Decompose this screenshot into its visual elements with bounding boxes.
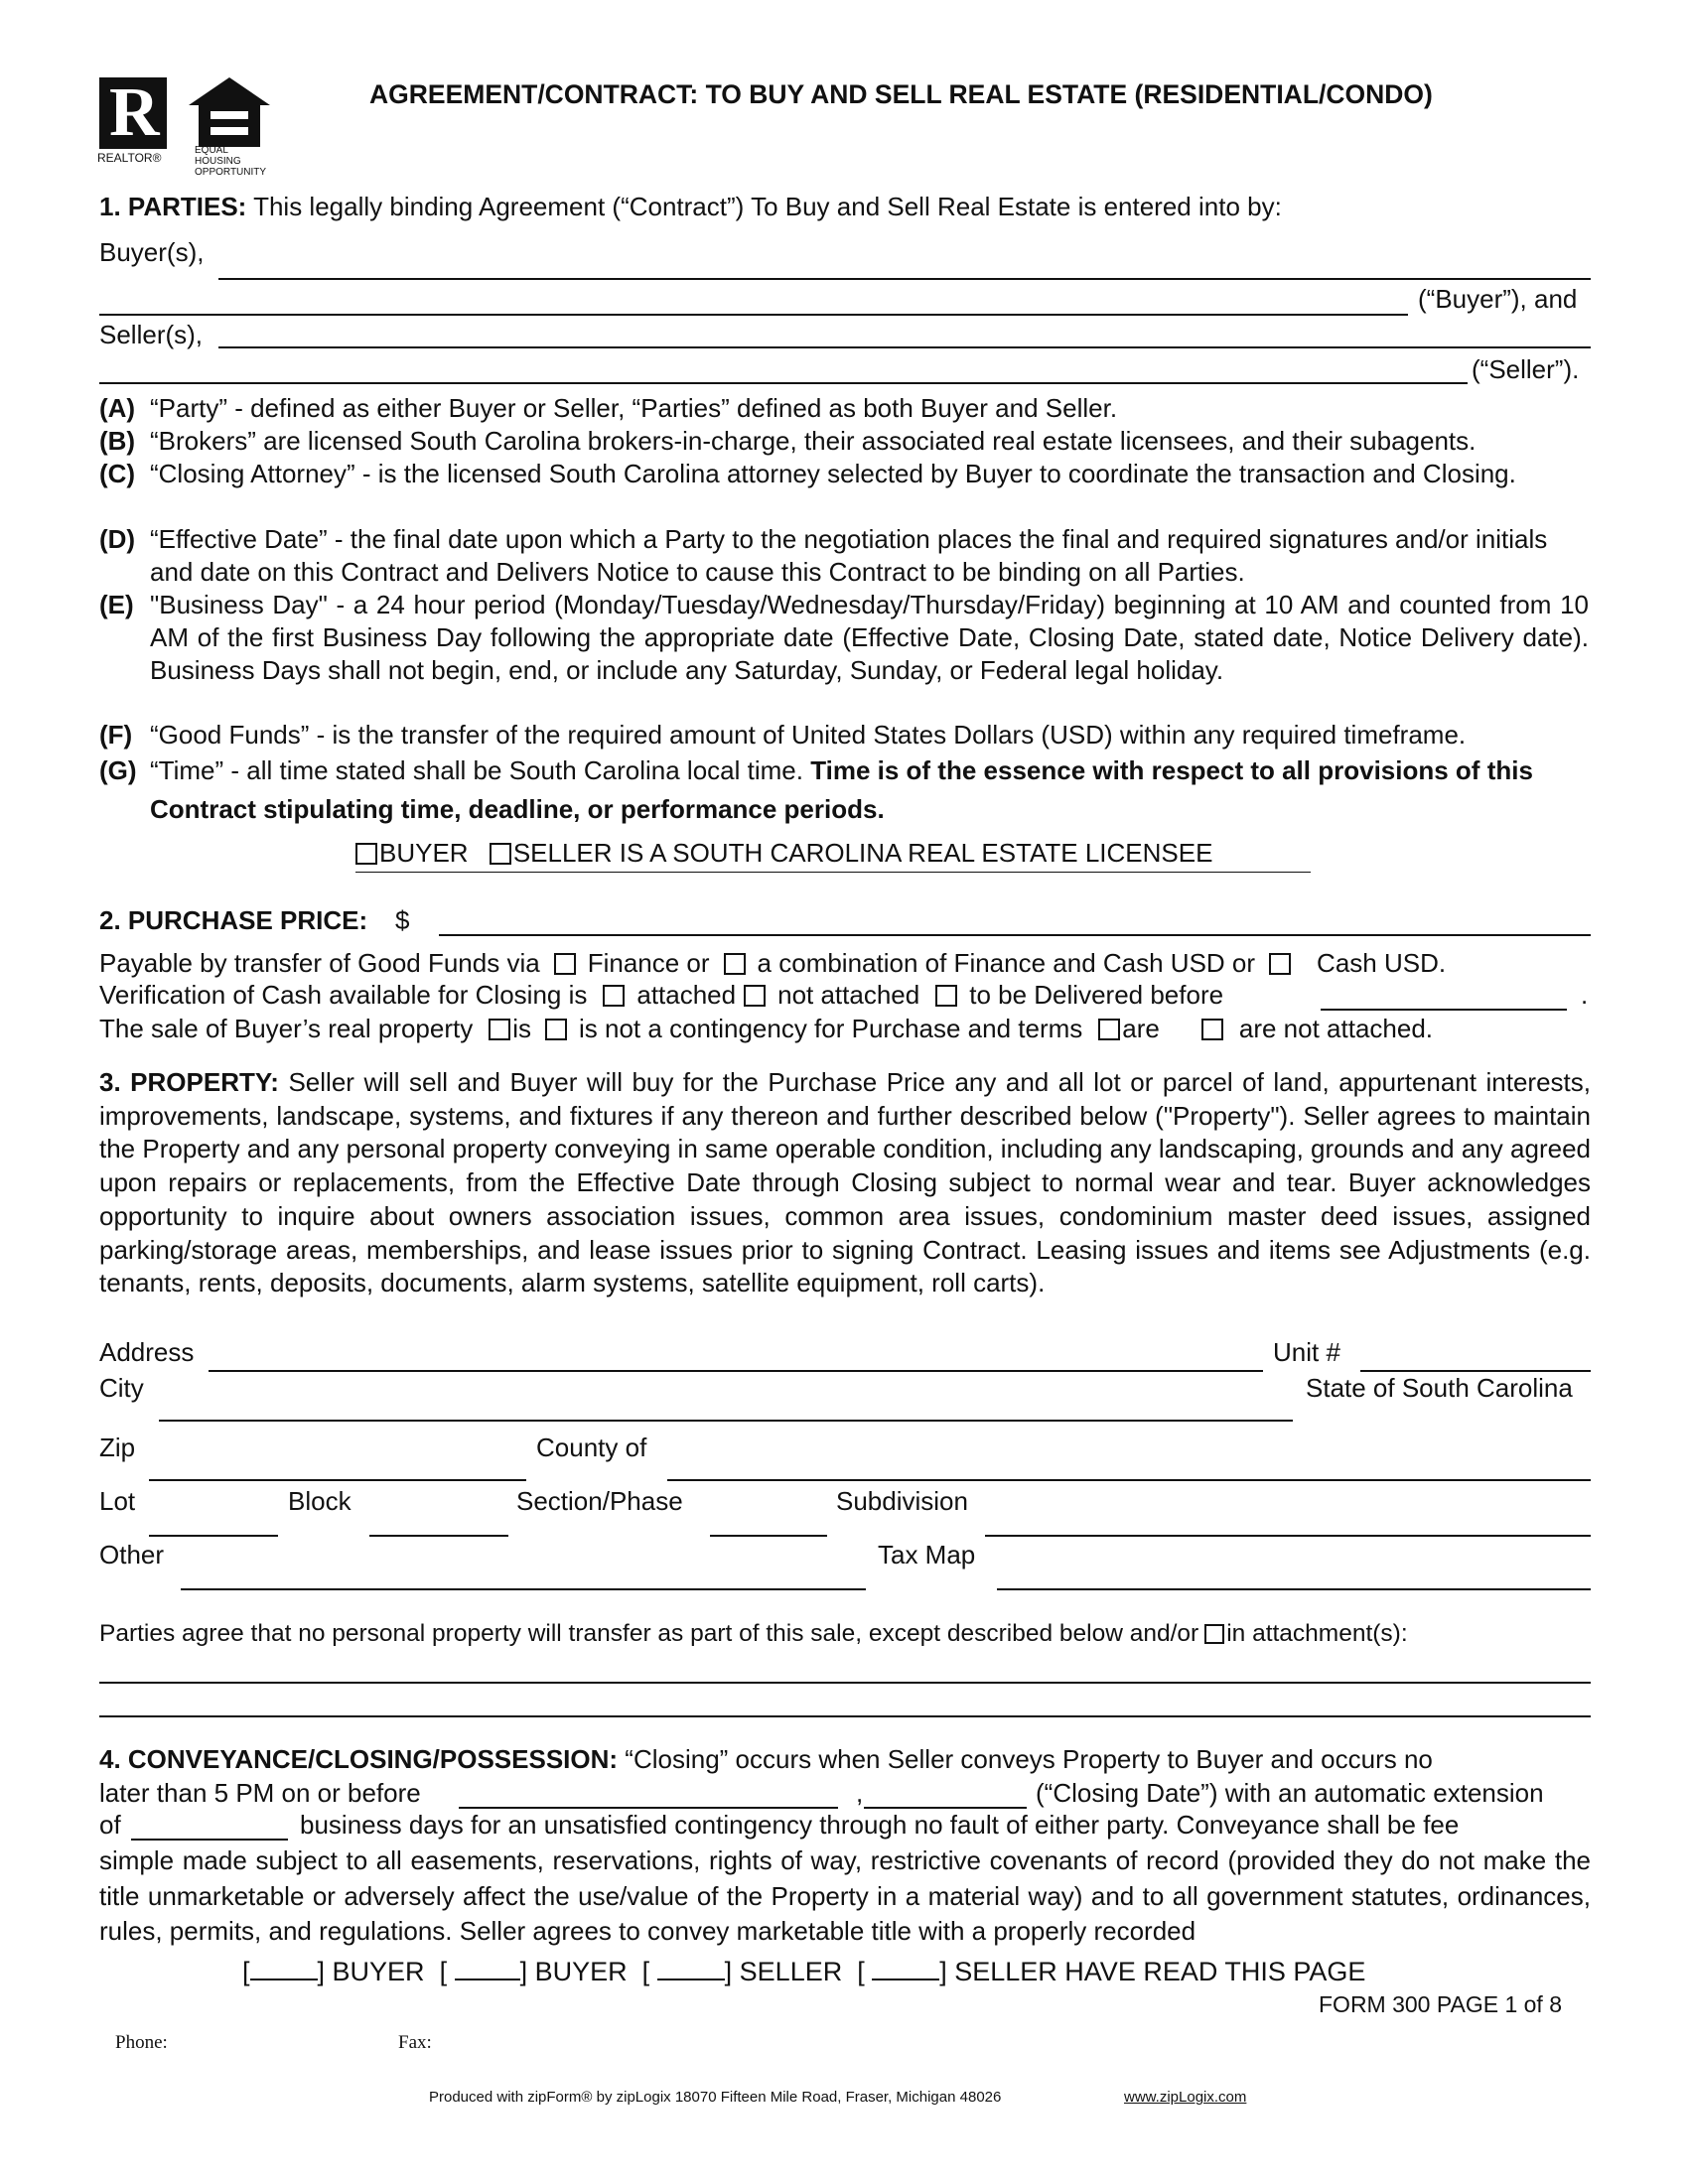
cash-verification-line [99,979,1223,1011]
definition-text: “Brokers” are licensed South Carolina brokers-in-charge, their associated real estate licensees, and their subagents. [150,426,1477,456]
realtor-logo: R [99,77,167,149]
contingency-prefix: The sale of Buyer’s real property [99,1014,474,1043]
licensee-seller-label: SELLER IS A SOUTH CAROLINA REAL ESTATE LICENSEE [512,838,1213,868]
licensee-seller-checkbox[interactable] [490,843,511,865]
buyer-initials-2-label: BUYER [534,1957,628,1986]
zip-field[interactable] [149,1479,526,1481]
definition-text: "Business Day" - a 24 hour period (Monday/Tuesday/Wednesday/Thursday/Friday) beginning at 10 AM and counted from 10 AM of the first Business Day following the appropriate date (Effective Date, Closing Date, stated date, Notice Delivery date). Business Days shall not begin, end, or include any Saturday, Sunday, or Federal legal holiday. [150,590,1589,685]
parties-heading: 1. PARTIES: [99,192,247,221]
delivered-before-date-field[interactable] [1321,1009,1567,1011]
definition-a [99,392,1589,425]
fax-label: Fax: [398,2032,432,2053]
phone-label: Phone: [115,2032,168,2053]
lot-field[interactable] [149,1535,278,1537]
is-not-contingency-label: is not a contingency for Purchase and terms [579,1014,1083,1043]
unit-label: Unit # [1273,1337,1340,1367]
definition-label: (A) [99,393,136,423]
definition-text: “Closing Attorney” - is the licensed South Carolina attorney selected by Buyer to coordinate the transaction and Closing. [150,459,1516,488]
seller-name-field-2[interactable] [99,382,1468,384]
delivered-before-checkbox[interactable] [935,985,957,1007]
personal-property-line [99,1618,1408,1650]
other-label: Other [99,1540,165,1570]
delivered-before-label: to be Delivered before [969,980,1224,1010]
block-label: Block [288,1486,352,1516]
finance-cash-label: a combination of Finance and Cash USD or [757,948,1256,978]
lot-label: Lot [99,1486,136,1516]
city-field[interactable] [159,1420,1293,1422]
block-field[interactable] [369,1535,508,1537]
parties-intro: This legally binding Agreement (“Contract”) To Buy and Sell Real Estate is entered into by: [253,192,1282,221]
personal-property-field-2[interactable] [99,1715,1591,1717]
definition-text: “Party” - defined as either Buyer or Seller, “Parties” defined as both Buyer and Seller. [150,393,1118,423]
attached-label: attached [636,980,737,1010]
address-field[interactable] [209,1370,1263,1372]
attached-checkbox[interactable] [603,985,625,1007]
parties-intro-line [99,191,1282,222]
buyer-initials-1-field[interactable] [250,1979,318,1980]
licensee-underline [355,872,1311,873]
licensee-buyer-label: BUYER [379,838,469,868]
definition-label: (C) [99,459,136,488]
definition-f [99,719,1589,751]
finance-label: Finance or [587,948,710,978]
terms-not-attached-checkbox[interactable] [1201,1019,1223,1040]
seller-label: Seller(s), [99,320,204,349]
seller-initials-1-field[interactable] [657,1979,725,1980]
personal-property-text: Parties agree that no personal property will transfer as part of this sale, except described below and/or [99,1620,1199,1647]
extension-days-field[interactable] [131,1839,288,1841]
definition-text: “Good Funds” - is the transfer of the required amount of United States Dollars (USD) within any required timeframe. [150,720,1467,750]
conveyance-line-1 [99,1743,1433,1775]
definition-g-text: “Time” - all time stated shall be South Carolina local time. [150,755,803,785]
ziplogix-link[interactable]: www.zipLogix.com [1124,2089,1247,2106]
seller-initials-2-label: SELLER HAVE READ THIS PAGE [954,1957,1366,1986]
seller-suffix: (“Seller”). [1472,354,1580,384]
definition-e [99,589,1589,687]
definition-label: (D) [99,524,136,554]
buyer-initials-2-field[interactable] [455,1979,520,1980]
definition-text [150,751,1589,829]
not-attached-checkbox[interactable] [744,985,766,1007]
tax-map-field[interactable] [997,1588,1591,1590]
tax-map-label: Tax Map [878,1540,976,1570]
time-essence-clause: Time is of the essence with respect to all provisions of this Contract stipulating time, deadline, or performance periods. [150,755,1533,824]
page-title: AGREEMENT/CONTRACT: TO BUY AND SELL REAL ESTATE (RESIDENTIAL/CONDO) [369,79,1433,109]
seller-name-field-1[interactable] [218,346,1591,348]
realtor-logo-text: REALTOR® [97,151,162,165]
terms-attached-label: are [1122,1014,1160,1043]
extension-prefix: of [99,1810,121,1840]
currency-symbol: $ [395,905,410,935]
definition-label: (F) [99,720,133,750]
attachment-text: in attachment(s): [1226,1620,1408,1647]
cash-verification-period: . [1581,980,1589,1010]
definition-c [99,458,1589,490]
closing-date-suffix: (“Closing Date”) with an automatic extension [1036,1778,1544,1808]
address-label: Address [99,1337,195,1367]
equal-housing-icon [187,75,272,151]
property-heading: 3. PROPERTY: [99,1067,279,1097]
personal-property-attachment-checkbox[interactable] [1204,1624,1224,1644]
finance-cash-checkbox[interactable] [724,953,746,975]
is-contingency-checkbox[interactable] [489,1019,510,1040]
definition-d [99,523,1589,589]
buyer-initials-1-label: BUYER [332,1957,425,1986]
buyer-name-field-1[interactable] [218,278,1591,280]
property-body: Seller will sell and Buyer will buy for the Purchase Price any and all lot or parcel of land, appurtenant interests, improvements, landscape, systems, and fixtures if any thereon and further described below ("Property"). Seller agrees to maintain the Property and any personal property conveying in same operable condition, including any landscaping, grounds and any agreed upon repairs or replacements, from the Effective Date through Closing subject to normal wear and tear. Buyer acknowledges opportunity to inquire about owners association issues, common area issues, condominium master deed issues, assigned parking/storage areas, memberships, and lease issues prior to signing Contract. Leasing issues and items see Adjustments (e.g. tenants, rents, deposits, documents, alarm systems, satellite equipment, roll carts). [99,1067,1591,1298]
subdivision-field[interactable] [985,1535,1591,1537]
buyer-suffix: (“Buyer”), and [1418,284,1578,314]
terms-attached-checkbox[interactable] [1098,1019,1120,1040]
seller-initials-2-field[interactable] [872,1979,939,1980]
county-field[interactable] [667,1479,1591,1481]
section-phase-label: Section/Phase [516,1486,683,1516]
property-paragraph [99,1066,1591,1300]
conveyance-heading: 4. CONVEYANCE/CLOSING/POSSESSION: [99,1744,619,1774]
cash-verification-prefix: Verification of Cash available for Closing is [99,980,588,1010]
county-label: County of [536,1433,647,1462]
terms-not-attached-label: are not attached. [1238,1014,1434,1043]
purchase-price-field[interactable] [439,934,1591,936]
personal-property-field-1[interactable] [99,1682,1591,1684]
city-label: City [99,1373,144,1403]
definition-label: (G) [99,755,137,785]
closing-date-label: later than 5 PM on or before [99,1778,421,1808]
cash-checkbox[interactable] [1269,953,1291,975]
is-contingency-label: is [512,1014,532,1043]
payment-method-prefix: Payable by transfer of Good Funds via [99,948,540,978]
conveyance-body: simple made subject to all easements, reservations, rights of way, restrictive covenants of record (provided they do not make the title unmarketable or adversely affect the use/value of the Property in a material way) and to all government statutes, ordinances, rules, permits, and regulations. Seller agrees to convey marketable title with a properly recorded [99,1845,1591,1946]
finance-checkbox[interactable] [554,953,576,975]
buyer-label: Buyer(s), [99,237,205,267]
purchase-price-heading: 2. PURCHASE PRICE: [99,905,368,935]
definition-text: “Effective Date” - the final date upon which a Party to the negotiation places the final and required signatures and/or initials and date on this Contract and Delivers Notice to cause this Contract to be binding on all Parties. [150,524,1548,587]
definition-label: (B) [99,426,136,456]
subdivision-label: Subdivision [836,1486,968,1516]
definition-b [99,425,1589,458]
extension-suffix: business days for an unsatisfied contingency through no fault of either party. Conveyance shall be fee [300,1810,1460,1840]
section-phase-field[interactable] [710,1535,827,1537]
definition-label: (E) [99,590,134,619]
contingency-line [99,1013,1433,1044]
other-field[interactable] [181,1588,866,1590]
licensee-line [355,837,1212,869]
licensee-buyer-checkbox[interactable] [355,843,377,865]
closing-date-comma: , [856,1778,864,1808]
buyer-name-field-2[interactable] [99,314,1408,316]
equal-housing-text: EQUAL HOUSING OPPORTUNITY [195,145,267,178]
initials-line: [ ] BUYER [ ] BUYER [ ] SELLER [ ] SELLER HAVE READ THIS PAGE [242,1957,1366,1986]
produced-with-text: Produced with zipForm® by zipLogix 18070 Fifteen Mile Road, Fraser, Michigan 48026 [429,2089,1002,2106]
conveyance-intro: “Closing” occurs when Seller conveys Property to Buyer and occurs no [625,1744,1433,1774]
cash-label: Cash USD. [1317,948,1447,978]
not-attached-label: not attached [777,980,920,1010]
zip-label: Zip [99,1433,136,1462]
is-not-contingency-checkbox[interactable] [545,1019,567,1040]
form-page-number: FORM 300 PAGE 1 of 8 [1319,1991,1563,2017]
definition-g [99,751,1589,829]
payment-method-line [99,947,1446,979]
state-label: State of South Carolina [1306,1373,1573,1403]
seller-initials-1-label: SELLER [739,1957,843,1986]
